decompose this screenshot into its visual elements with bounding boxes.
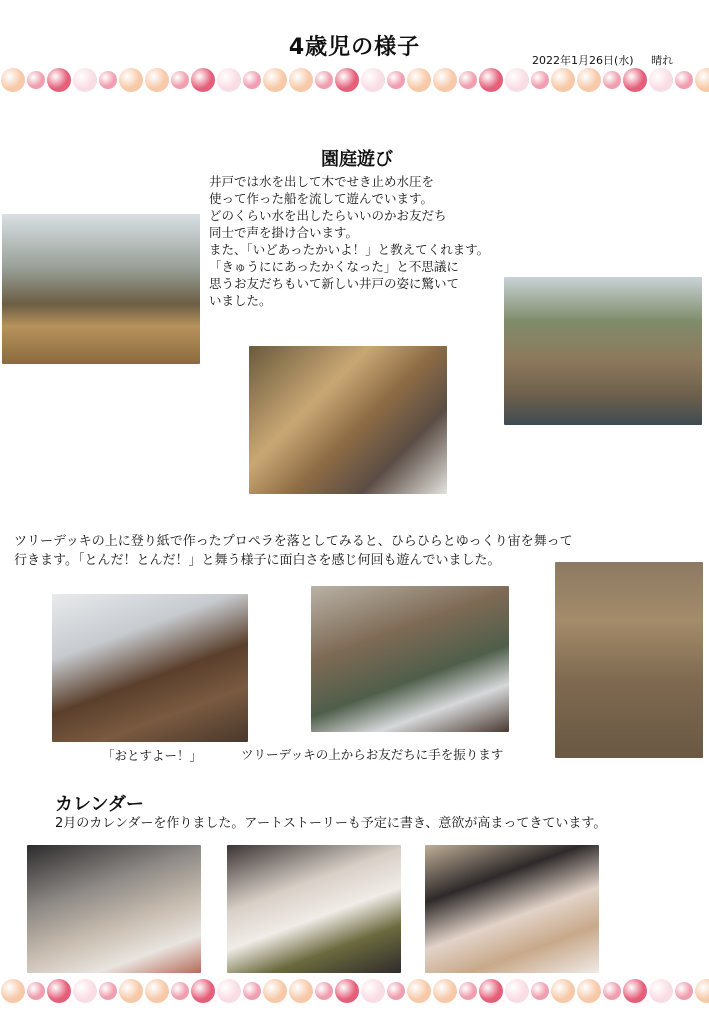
caption-otosuyo: 「おとすよー！」 xyxy=(102,748,203,763)
border-dot xyxy=(289,68,313,92)
date: 2022年1月26日(水) xyxy=(532,54,634,67)
border-dot xyxy=(531,71,549,89)
border-dot xyxy=(551,979,575,1003)
border-dot xyxy=(505,979,529,1003)
border-dot xyxy=(73,979,97,1003)
border-dot xyxy=(145,979,169,1003)
border-dot xyxy=(263,68,287,92)
photo-tree-deck xyxy=(52,594,248,742)
photo-propeller-ground xyxy=(555,562,703,758)
border-dot xyxy=(649,979,673,1003)
border-dot xyxy=(171,71,189,89)
garden-line: 井戸では水を出して木でせき止め水圧を xyxy=(209,174,435,189)
dot-border-bottom xyxy=(0,979,709,1007)
tree-line: 行きます。「とんだ！とんだ！」と舞う様子に面白さを感じ何回も遊んでいました。 xyxy=(14,553,501,568)
border-dot xyxy=(695,68,709,92)
garden-heading: 園庭遊び xyxy=(321,149,393,170)
border-dot xyxy=(99,71,117,89)
border-dot xyxy=(191,68,215,92)
garden-line: 「きゅうににあったかくなった」と不思議に xyxy=(209,259,459,274)
border-dot xyxy=(73,68,97,92)
border-dot xyxy=(361,979,385,1003)
border-dot xyxy=(551,68,575,92)
border-dot xyxy=(47,979,71,1003)
border-dot xyxy=(315,71,333,89)
border-dot xyxy=(289,979,313,1003)
border-dot xyxy=(603,71,621,89)
border-dot xyxy=(217,979,241,1003)
calendar-text: 2月のカレンダーを作りました。アートストーリーも予定に書き、意欲が高まってきています。 xyxy=(55,816,607,831)
border-dot xyxy=(459,71,477,89)
garden-line: どのくらい水を出したらいいのかお友だち xyxy=(209,208,447,223)
border-dot xyxy=(387,982,405,1000)
border-dot xyxy=(243,982,261,1000)
border-dot xyxy=(1,68,25,92)
border-dot xyxy=(577,979,601,1003)
garden-line: また、「いどあったかいよ！」と教えてくれます。 xyxy=(209,242,490,257)
border-dot xyxy=(315,982,333,1000)
photo-calendar-1 xyxy=(27,845,201,973)
border-dot xyxy=(603,982,621,1000)
border-dot xyxy=(433,979,457,1003)
border-dot xyxy=(433,68,457,92)
garden-line: 同士で声を掛け合います。 xyxy=(209,225,359,240)
border-dot xyxy=(479,979,503,1003)
border-dot xyxy=(47,68,71,92)
border-dot xyxy=(263,979,287,1003)
tree-line: ツリーデッキの上に登り紙で作ったプロペラを落としてみると、ひらひらとゆっくり宙を舞って xyxy=(14,534,573,549)
border-dot xyxy=(675,71,693,89)
border-dot xyxy=(171,982,189,1000)
border-dot xyxy=(675,982,693,1000)
border-dot xyxy=(531,982,549,1000)
border-dot xyxy=(479,68,503,92)
caption-waving: ツリーデッキの上からお友だちに手を振ります xyxy=(241,747,504,762)
garden-line: 思うお友だちもいて新しい井戸の姿に驚いて xyxy=(209,276,460,291)
border-dot xyxy=(191,979,215,1003)
border-dot xyxy=(577,68,601,92)
border-dot xyxy=(99,982,117,1000)
garden-line: いました。 xyxy=(209,293,272,308)
photo-calendar-3 xyxy=(425,845,599,973)
weather: 晴れ xyxy=(651,54,674,67)
border-dot xyxy=(335,68,359,92)
photo-well-channel xyxy=(504,277,702,425)
dot-border-top xyxy=(0,68,709,96)
border-dot xyxy=(243,71,261,89)
border-dot xyxy=(407,68,431,92)
border-dot xyxy=(119,68,143,92)
border-dot xyxy=(145,68,169,92)
border-dot xyxy=(407,979,431,1003)
date-weather xyxy=(532,52,673,68)
border-dot xyxy=(361,68,385,92)
garden-line: 使って作った船を流して遊んでいます。 xyxy=(209,191,434,206)
border-dot xyxy=(649,68,673,92)
border-dot xyxy=(459,982,477,1000)
border-dot xyxy=(623,68,647,92)
photo-well-children xyxy=(2,214,200,364)
photo-waving-children xyxy=(311,586,509,732)
border-dot xyxy=(623,979,647,1003)
border-dot xyxy=(27,71,45,89)
border-dot xyxy=(335,979,359,1003)
border-dot xyxy=(695,979,709,1003)
page-title: 4歳児の様子 xyxy=(288,35,421,60)
garden-text xyxy=(209,173,509,309)
border-dot xyxy=(217,68,241,92)
photo-wooden-trough xyxy=(249,346,447,494)
border-dot xyxy=(387,71,405,89)
border-dot xyxy=(119,979,143,1003)
photo-calendar-2 xyxy=(227,845,401,973)
calendar-heading: カレンダー xyxy=(55,794,144,815)
border-dot xyxy=(505,68,529,92)
border-dot xyxy=(27,982,45,1000)
border-dot xyxy=(1,979,25,1003)
